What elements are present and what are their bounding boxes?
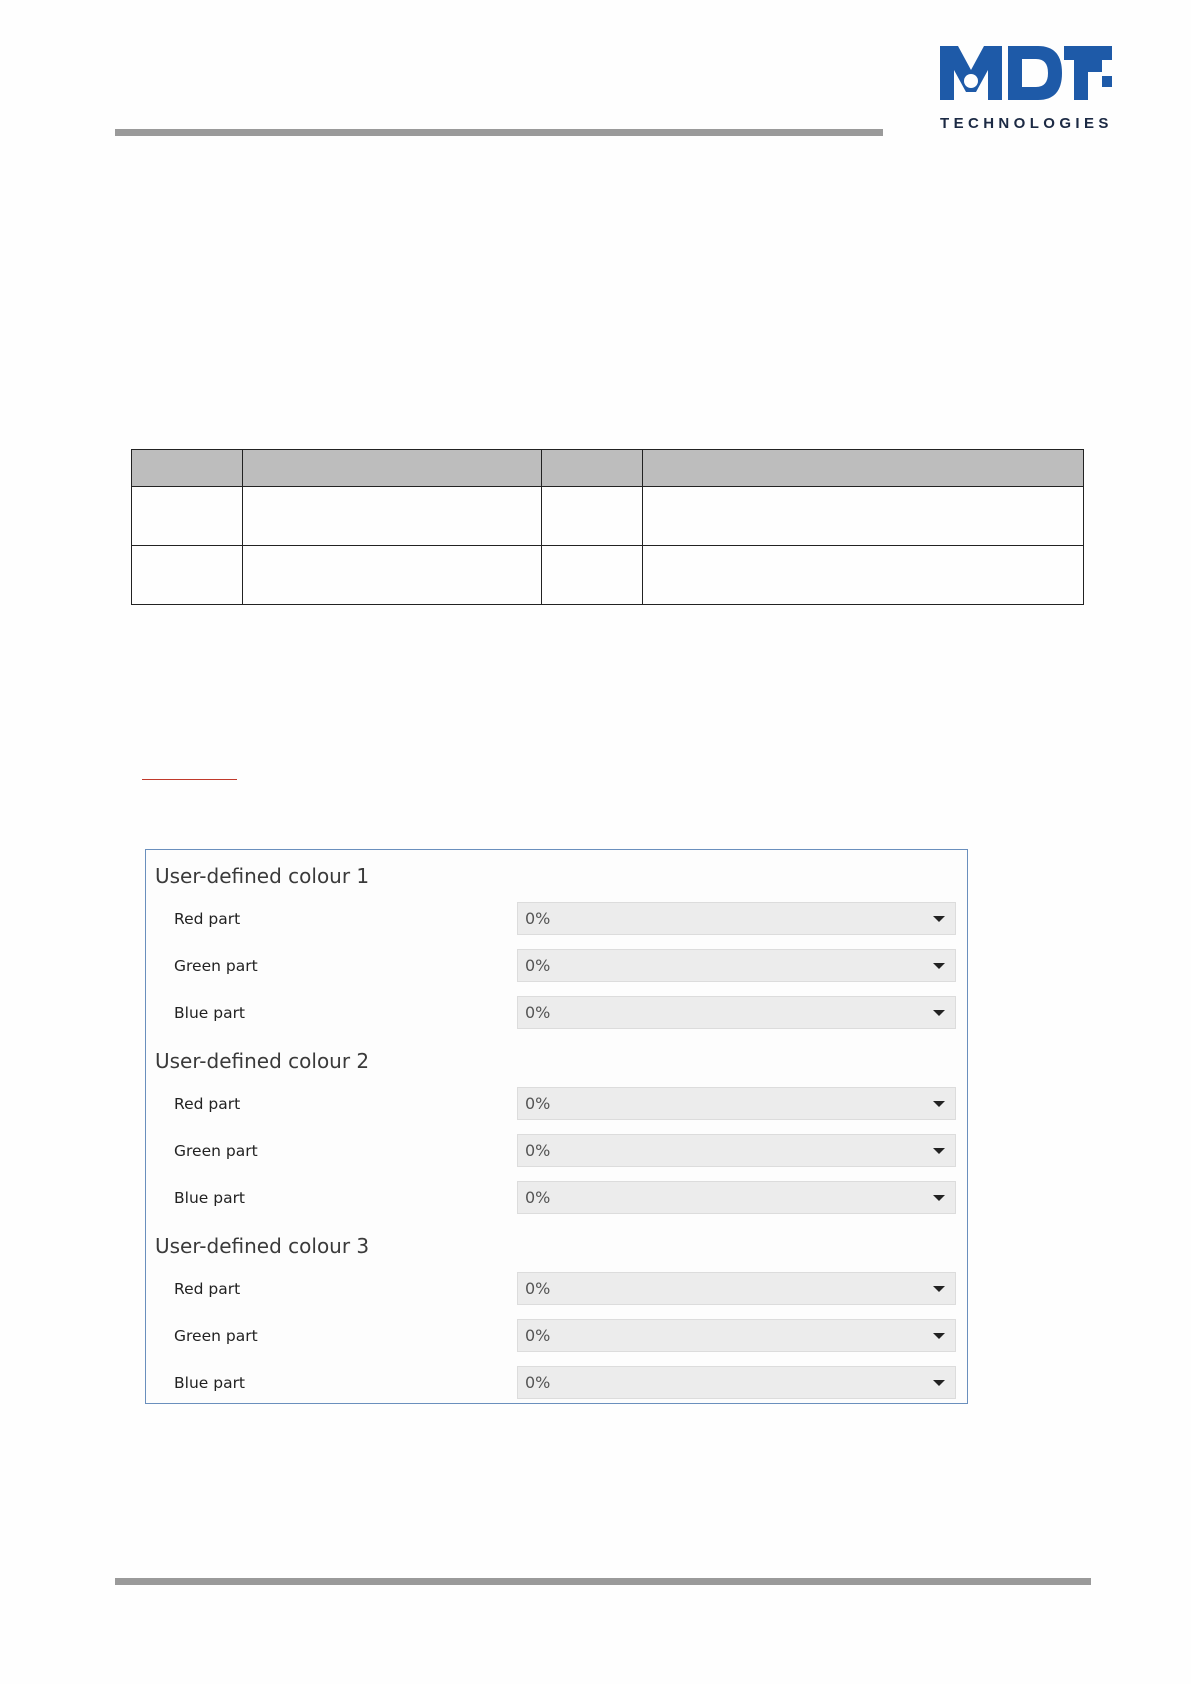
label-red-part-3: Red part bbox=[174, 1280, 241, 1298]
select-green-part-2[interactable] bbox=[517, 1134, 956, 1167]
table-header-cell bbox=[243, 450, 542, 487]
link-underline bbox=[142, 779, 237, 780]
footer-rule bbox=[115, 1578, 1091, 1585]
table-row bbox=[132, 546, 1084, 605]
select-value: 0% bbox=[525, 1094, 551, 1113]
header-rule bbox=[115, 129, 883, 136]
label-blue-part-2: Blue part bbox=[174, 1189, 246, 1207]
colour-settings-panel bbox=[145, 849, 968, 1404]
select-value: 0% bbox=[525, 1003, 551, 1022]
chevron-down-icon bbox=[933, 916, 945, 922]
chevron-down-icon bbox=[933, 1195, 945, 1201]
logo-subtitle: TECHNOLOGIES bbox=[940, 115, 1113, 132]
group-title-colour-1: User-defined colour 1 bbox=[155, 864, 370, 888]
select-value: 0% bbox=[525, 1326, 551, 1345]
table-cell bbox=[542, 546, 643, 605]
data-table bbox=[131, 449, 1084, 605]
table-cell bbox=[643, 546, 1084, 605]
table-cell bbox=[132, 487, 243, 546]
select-value: 0% bbox=[525, 1279, 551, 1298]
label-green-part-1: Green part bbox=[174, 957, 258, 975]
chevron-down-icon bbox=[933, 1286, 945, 1292]
table-cell bbox=[132, 546, 243, 605]
select-value: 0% bbox=[525, 1141, 551, 1160]
table-header-row bbox=[132, 450, 1084, 487]
group-title-colour-2: User-defined colour 2 bbox=[155, 1049, 370, 1073]
select-value: 0% bbox=[525, 909, 551, 928]
select-value: 0% bbox=[525, 1373, 551, 1392]
select-red-part-3[interactable] bbox=[517, 1272, 956, 1305]
select-blue-part-2[interactable] bbox=[517, 1181, 956, 1214]
label-blue-part-3: Blue part bbox=[174, 1374, 246, 1392]
chevron-down-icon bbox=[933, 1380, 945, 1386]
select-green-part-3[interactable] bbox=[517, 1319, 956, 1352]
label-red-part-1: Red part bbox=[174, 910, 241, 928]
label-blue-part-1: Blue part bbox=[174, 1004, 246, 1022]
table-cell bbox=[243, 487, 542, 546]
table-header-cell bbox=[132, 450, 243, 487]
chevron-down-icon bbox=[933, 1333, 945, 1339]
table-cell bbox=[643, 487, 1084, 546]
select-green-part-1[interactable] bbox=[517, 949, 956, 982]
select-red-part-2[interactable] bbox=[517, 1087, 956, 1120]
table-cell bbox=[542, 487, 643, 546]
table-header-cell bbox=[542, 450, 643, 487]
select-blue-part-1[interactable] bbox=[517, 996, 956, 1029]
table-cell bbox=[243, 546, 542, 605]
label-green-part-2: Green part bbox=[174, 1142, 258, 1160]
chevron-down-icon bbox=[933, 1010, 945, 1016]
chevron-down-icon bbox=[933, 963, 945, 969]
chevron-down-icon bbox=[933, 1148, 945, 1154]
group-title-colour-3: User-defined colour 3 bbox=[155, 1234, 370, 1258]
chevron-down-icon bbox=[933, 1101, 945, 1107]
select-value: 0% bbox=[525, 956, 551, 975]
select-red-part-1[interactable] bbox=[517, 902, 956, 935]
mdt-logo bbox=[938, 40, 1114, 140]
select-blue-part-3[interactable] bbox=[517, 1366, 956, 1399]
mdt-logo-mark bbox=[938, 40, 1114, 106]
label-red-part-2: Red part bbox=[174, 1095, 241, 1113]
table-row bbox=[132, 487, 1084, 546]
label-green-part-3: Green part bbox=[174, 1327, 258, 1345]
select-value: 0% bbox=[525, 1188, 551, 1207]
table-header-cell bbox=[643, 450, 1084, 487]
